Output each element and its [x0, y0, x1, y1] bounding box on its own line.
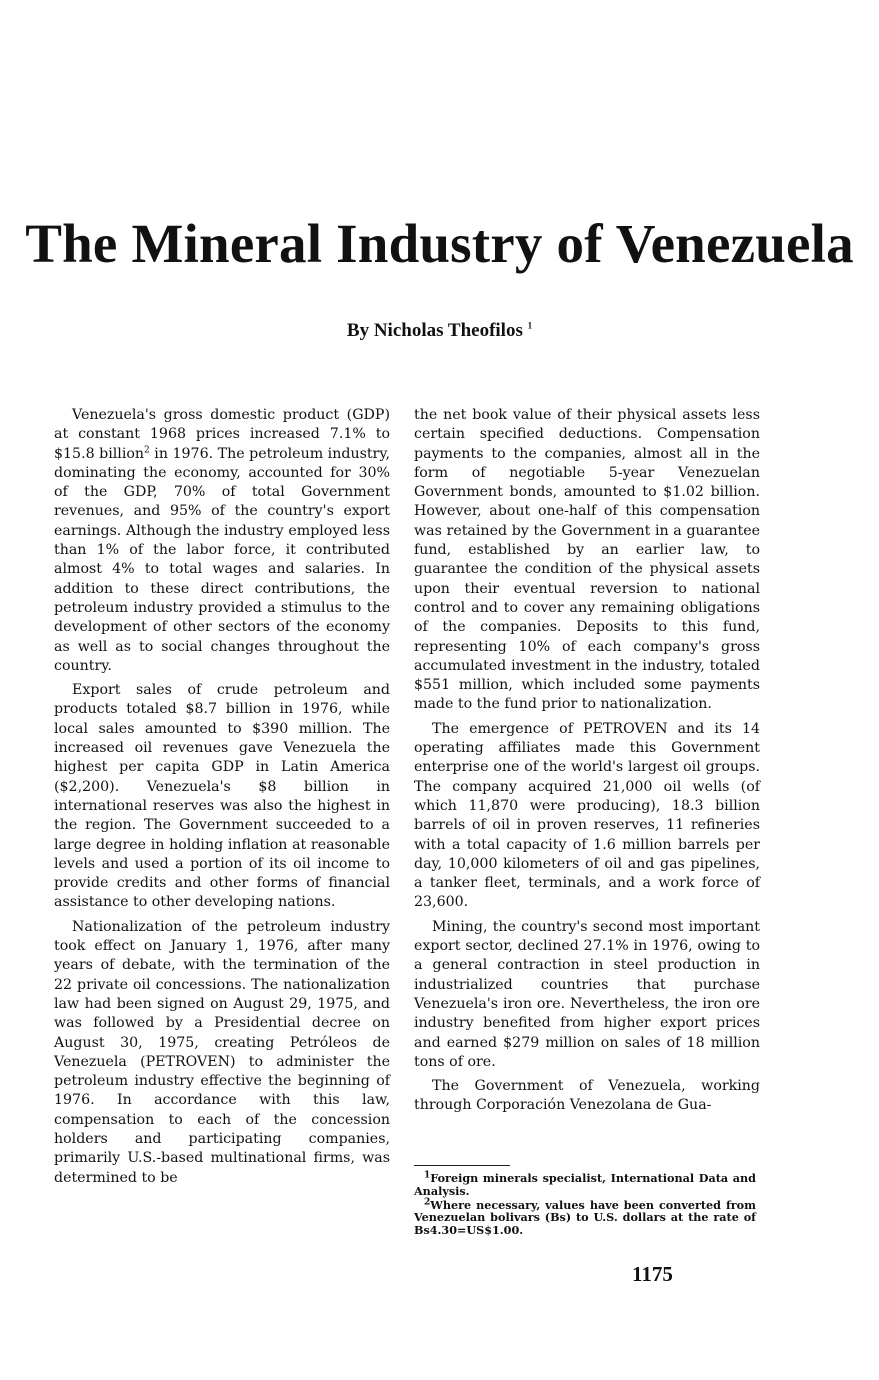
footnote-1: $^1$Foreign minerals specialist, International Data and Analysis. [414, 1170, 756, 1198]
author-name: By Nicholas Theofilos [346, 320, 523, 341]
footnote-divider [414, 1165, 510, 1166]
paragraph-gdp: Venezuela's gross domestic product (GDP) at constant 1968 prices increased 7.1% to $15.8 billion$^2$ in 1976. The petroleum industry, dominating the economy, accounted for 30% of the GDP, 70% of total Government revenues, and 95% of the country's export earnings. Although the industry employed less than 1% of the labor force, it contributed almost 4% to total wages and salaries. In addition to these direct contributions, the petroleum industry provided a stimulus to the development of other sectors of the economy as well as to social changes throughout the country. [54, 407, 390, 674]
footnotes [414, 1172, 756, 1238]
paragraph-government: The Government of Venezuela, working through Corporación Venezolana de Gua- [414, 1078, 760, 1114]
paragraph-export-sales: Export sales of crude petroleum and products totaled $8.7 billion in 1976, while local sales amounted to $390 million. The increased oil revenues gave Venezuela the highest per capita GDP in Latin America ($2,200). Venezuela's $8 billion in international reserves was also the highest in the region. The Government succeeded to a large degree in holding inflation at reasonable levels and used a portion of its oil income to provide credits and other forms of financial assistance to other developing nations. [54, 682, 390, 911]
paragraph-nationalization: Nationalization of the petroleum industry took effect on January 1, 1976, after many years of debate, with the termination of the 22 private oil concessions. The nationalization law had been signed on August 29, 1975, and was followed by a Presidential decree on August 30, 1975, creating Petróleos de Venezuela (PETROVEN) to administer the petroleum industry effective the beginning of 1976. In accordance with this law, compensation to each of the concession holders and participating companies, primarily U.S.-based multinational firms, was determined to be [54, 918, 390, 1186]
paragraph-compensation: the net book value of their physical assets less certain specified deductions. Compensation payments to the companies, almost all in the form of negotiable 5-year Venezuelan Government bonds, amounted to $1.02 billion. However, about one-half of this compensation was retained by the Government in a guarantee fund, established by an earlier law, to guarantee the condition of the physical assets upon their eventual reversion to national control and to cover any remaining obligations of the companies. Deposits to this fund, representing 10% of each company's gross accumulated investment in the industry, totaled $551 million, which included some payments made to the fund prior to nationalization. [414, 407, 760, 713]
paragraph-petroven: The emergence of PETROVEN and its 14 operating affiliates made this Government enterprise one of the world's largest oil groups. The company acquired 21,000 oil wells (of which 11,870 were producing), 18.3 billion barrels of oil in proven reserves, 11 refineries with a total capacity of 1.6 million barrels per day, 10,000 kilometers of oil and gas pipelines, a tanker fleet, terminals, and a work force of 23,600. [414, 720, 760, 911]
paragraph-mining: Mining, the country's second most important export sector, declined 27.1% in 1976, owing to a general contraction in steel production in industrialized countries that purchase Venezuela's iron ore. Nevertheless, the iron ore industry benefited from higher export prices and earned $279 million on sales of 18 million tons of ore. [414, 918, 760, 1070]
byline [0, 320, 879, 342]
footnote-ref-2: 2 [144, 444, 150, 455]
left-column [54, 406, 390, 1193]
author-footnote-ref: 1 [527, 320, 533, 331]
footnote-2: $^2$Where necessary, values have been converted from Venezuelan bolivars (Bs) to U.S. dollars at the rate of Bs4.30=US$1.00. [414, 1196, 756, 1238]
right-column [414, 406, 760, 1121]
article-title: The Mineral Industry of Venezuela [25, 213, 854, 274]
page-number: 1175 [632, 1262, 673, 1286]
